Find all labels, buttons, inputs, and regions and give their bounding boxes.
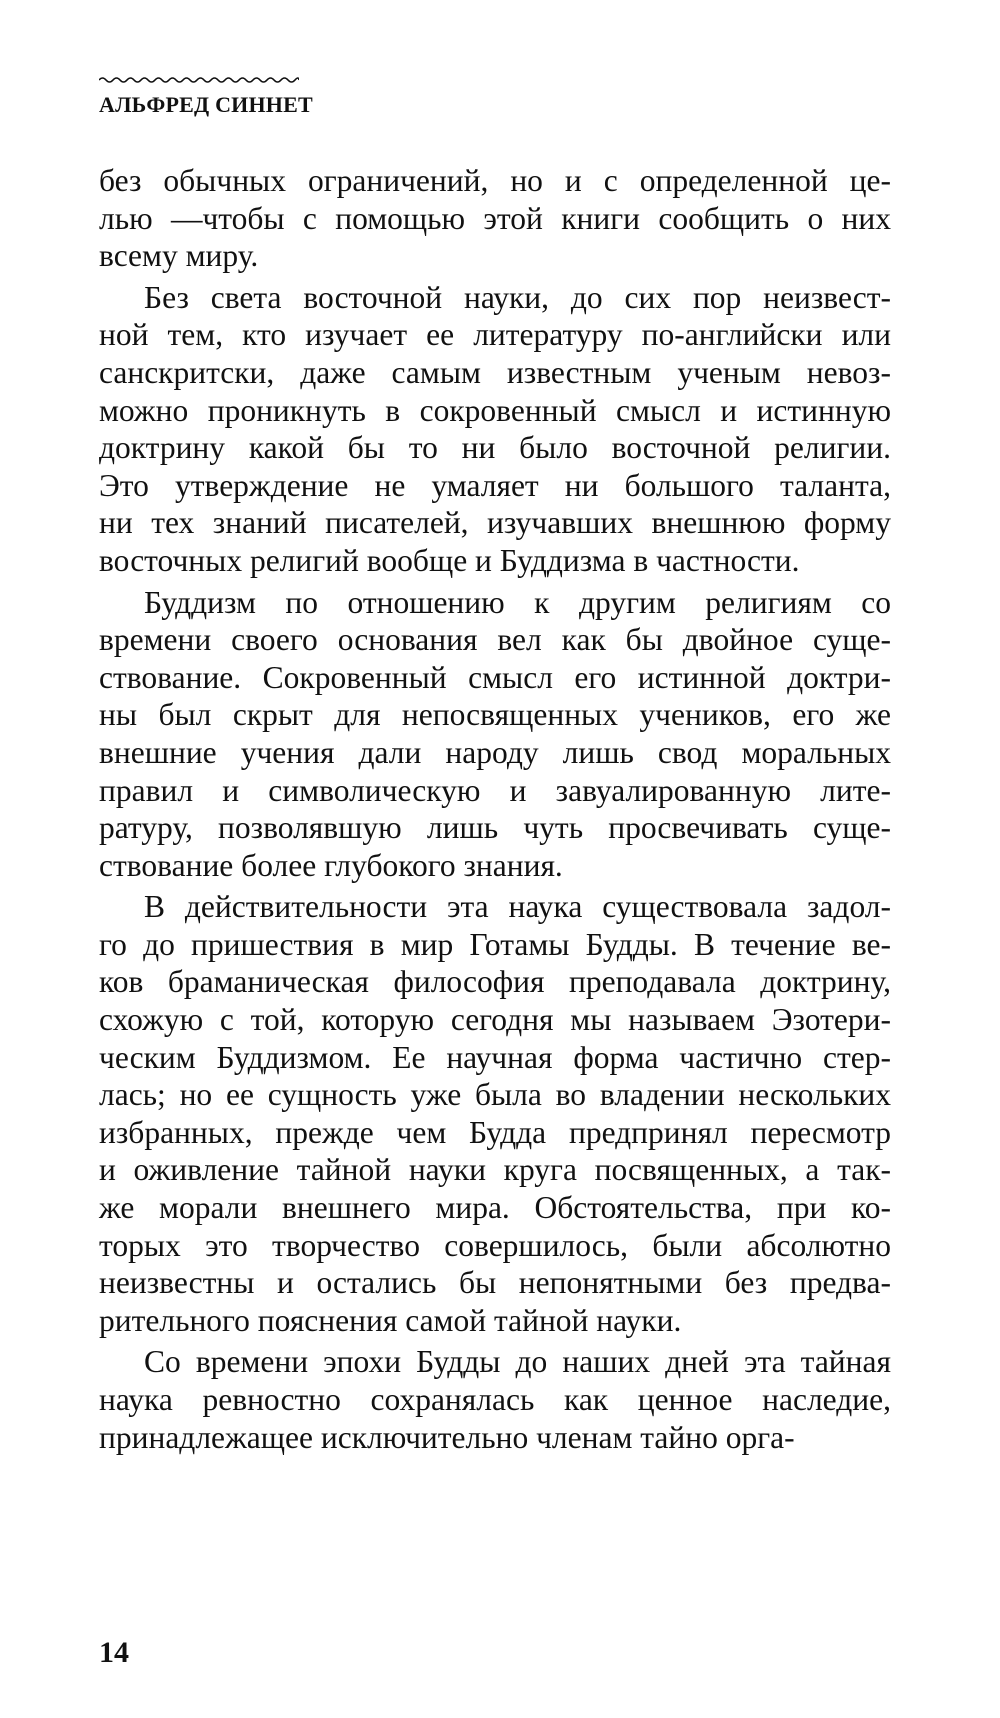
- text-line: лась; но ее сущность уже была во владении нескольких: [99, 1077, 891, 1113]
- text-line: и оживление тайной науки круга посвященных, а так-: [99, 1152, 891, 1188]
- text-line: ков браманическая философия преподавала доктрину,: [99, 964, 891, 1000]
- paragraph: [99, 888, 891, 1339]
- text-line: ни тех знаний писателей, изучавших внешнюю форму: [99, 505, 891, 541]
- paragraph: [99, 1343, 891, 1456]
- text-line: санскритски, даже самым известным ученым невоз-: [99, 354, 891, 390]
- text-line: схожую с той, которую сегодня мы называем Эзотери-: [99, 1002, 891, 1038]
- paragraph: [99, 584, 891, 885]
- text-line: торых это творчество совершилось, были абсолютно: [99, 1227, 891, 1263]
- text-line: Буддизм по отношению к другим религиям со: [144, 584, 891, 620]
- text-line: без обычных ограничений, но и с определенной це-: [99, 163, 891, 198]
- running-head: АЛЬФРЕД СИННЕТ: [99, 92, 313, 117]
- text-line: Без света восточной науки, до сих пор неизвест-: [144, 279, 891, 315]
- text-line: ной тем, кто изучает ее литературу по-английски или: [99, 317, 891, 353]
- text-line: ратуру, позволявшую лишь чуть просвечивать суще-: [99, 810, 891, 846]
- paragraph: [99, 162, 891, 275]
- text-line: принадлежащее исключительно членам тайно орга-: [99, 1419, 795, 1455]
- text-line: Со времени эпохи Будды до наших дней эта тайная: [144, 1344, 891, 1380]
- text-line: времени своего основания вел как бы двойное суще-: [99, 622, 891, 658]
- text-line: же морали внешнего мира. Обстоятельства, при ко-: [99, 1190, 891, 1226]
- text-line: го до пришествия в мир Готамы Будды. В течение ве-: [99, 926, 891, 962]
- text-line: можно проникнуть в сокровенный смысл и истинную: [99, 392, 891, 428]
- text-line: восточных религий вообще и Буддизма в частности.: [99, 542, 800, 578]
- text-line: лью —чтобы с помощью этой книги сообщить о них: [99, 200, 891, 236]
- text-line: рительного пояснения самой тайной науки.: [99, 1302, 682, 1338]
- text-line: доктрину какой бы то ни было восточной религии.: [99, 430, 891, 466]
- text-line: неизвестны и остались бы непонятными без предва-: [99, 1265, 891, 1301]
- text-line: Это утверждение не умаляет ни большого таланта,: [99, 467, 891, 503]
- text-line: правил и символическую и завуалированную лите-: [99, 772, 891, 808]
- text-line: ствование более глубокого знания.: [99, 847, 563, 883]
- text-line: внешние учения дали народу лишь свод моральных: [99, 734, 891, 770]
- text-line: избранных, прежде чем Будда предпринял пересмотр: [99, 1114, 891, 1150]
- wavy-rule-ornament: [99, 76, 299, 84]
- text-line: ствование. Сокровенный смысл его истинной доктри-: [99, 659, 891, 695]
- page-number: 14: [99, 1636, 129, 1669]
- paragraph: [99, 279, 891, 580]
- text-line: всему миру.: [99, 238, 259, 274]
- text-line: В действительности эта наука существовала задол-: [144, 889, 891, 925]
- text-line: ны был скрыт для непосвященных учеников, его же: [99, 697, 891, 733]
- text-line: наука ревностно сохранялась как ценное наследие,: [99, 1382, 891, 1417]
- text-line: ческим Буддизмом. Ее научная форма частично стер-: [99, 1039, 891, 1075]
- body-text: [99, 162, 891, 1456]
